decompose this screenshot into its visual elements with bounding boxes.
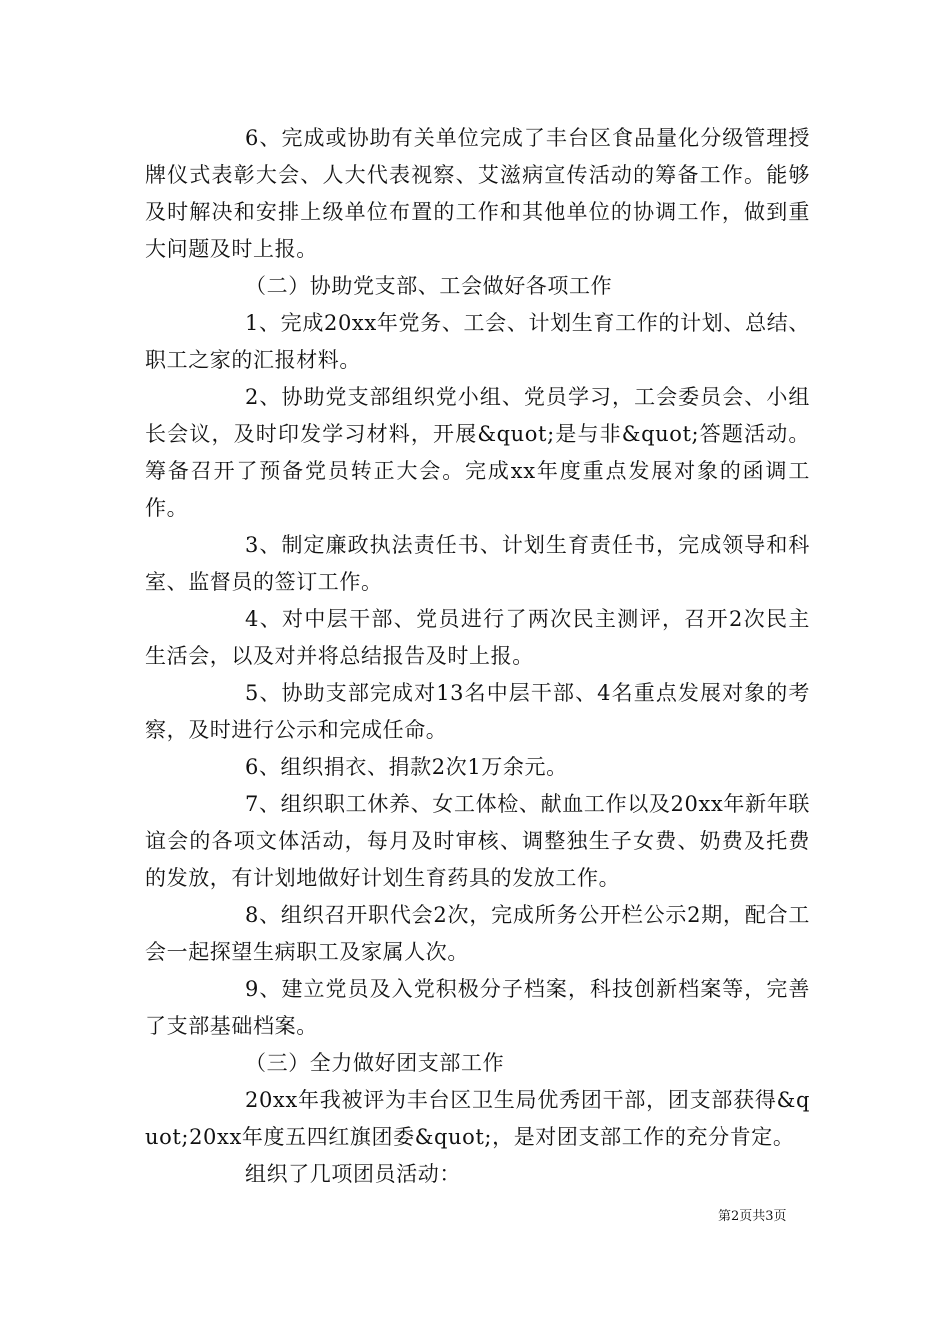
paragraph-league-award: 20xx年我被评为丰台区卫生局优秀团干部，团支部获得&quot;20xx年度五四红旗团委&quot;，是对团支部工作的充分肯定。	[145, 1088, 810, 1149]
section-heading-3: （三）全力做好团支部工作	[245, 1051, 505, 1075]
paragraph-league-activities: 组织了几项团员活动：	[245, 1162, 461, 1186]
paragraph-item-8: 8、组织召开职代会2次，完成所务公开栏公示2期，配合工会一起探望生病职工及家属人次。	[145, 903, 810, 964]
paragraph-item-6: 6、组织捐衣、捐款2次1万余元。	[245, 755, 568, 779]
paragraph-item-9: 9、建立党员及入党积极分子档案，科技创新档案等，完善了支部基础档案。	[145, 977, 810, 1038]
paragraph-item-7: 7、组织职工休养、女工体检、献血工作以及20xx年新年联谊会的各项文体活动，每月及时审核、调整独生子女费、奶费及托费的发放，有计划地做好计划生育药具的发放工作。	[145, 792, 810, 890]
paragraph-item-1: 1、完成20xx年党务、工会、计划生育工作的计划、总结、职工之家的汇报材料。	[145, 311, 810, 372]
paragraph-item-5: 5、协助支部完成对13名中层干部、4名重点发展对象的考察，及时进行公示和完成任命。	[145, 681, 810, 742]
document-body	[145, 120, 810, 1193]
section-heading-2: （二）协助党支部、工会做好各项工作	[245, 274, 613, 298]
paragraph-item-4: 4、对中层干部、党员进行了两次民主测评，召开2次民主生活会，以及对并将总结报告及时上报。	[145, 607, 810, 668]
paragraph-item-2: 2、协助党支部组织党小组、党员学习，工会委员会、小组长会议，及时印发学习材料，开展&quot;是与非&quot;答题活动。筹备召开了预备党员转正大会。完成xx年度重点发展对象的函调工作。	[145, 385, 810, 520]
paragraph-item-3: 3、制定廉政执法责任书、计划生育责任书，完成领导和科室、监督员的签订工作。	[145, 533, 810, 594]
page-number-footer: 第2页共3页	[718, 1209, 787, 1224]
paragraph-item-6-food-rating: 6、完成或协助有关单位完成了丰台区食品量化分级管理授牌仪式表彰大会、人大代表视察、艾滋病宣传活动的筹备工作。能够及时解决和安排上级单位布置的工作和其他单位的协调工作，做到重大问题及时上报。	[145, 126, 810, 261]
